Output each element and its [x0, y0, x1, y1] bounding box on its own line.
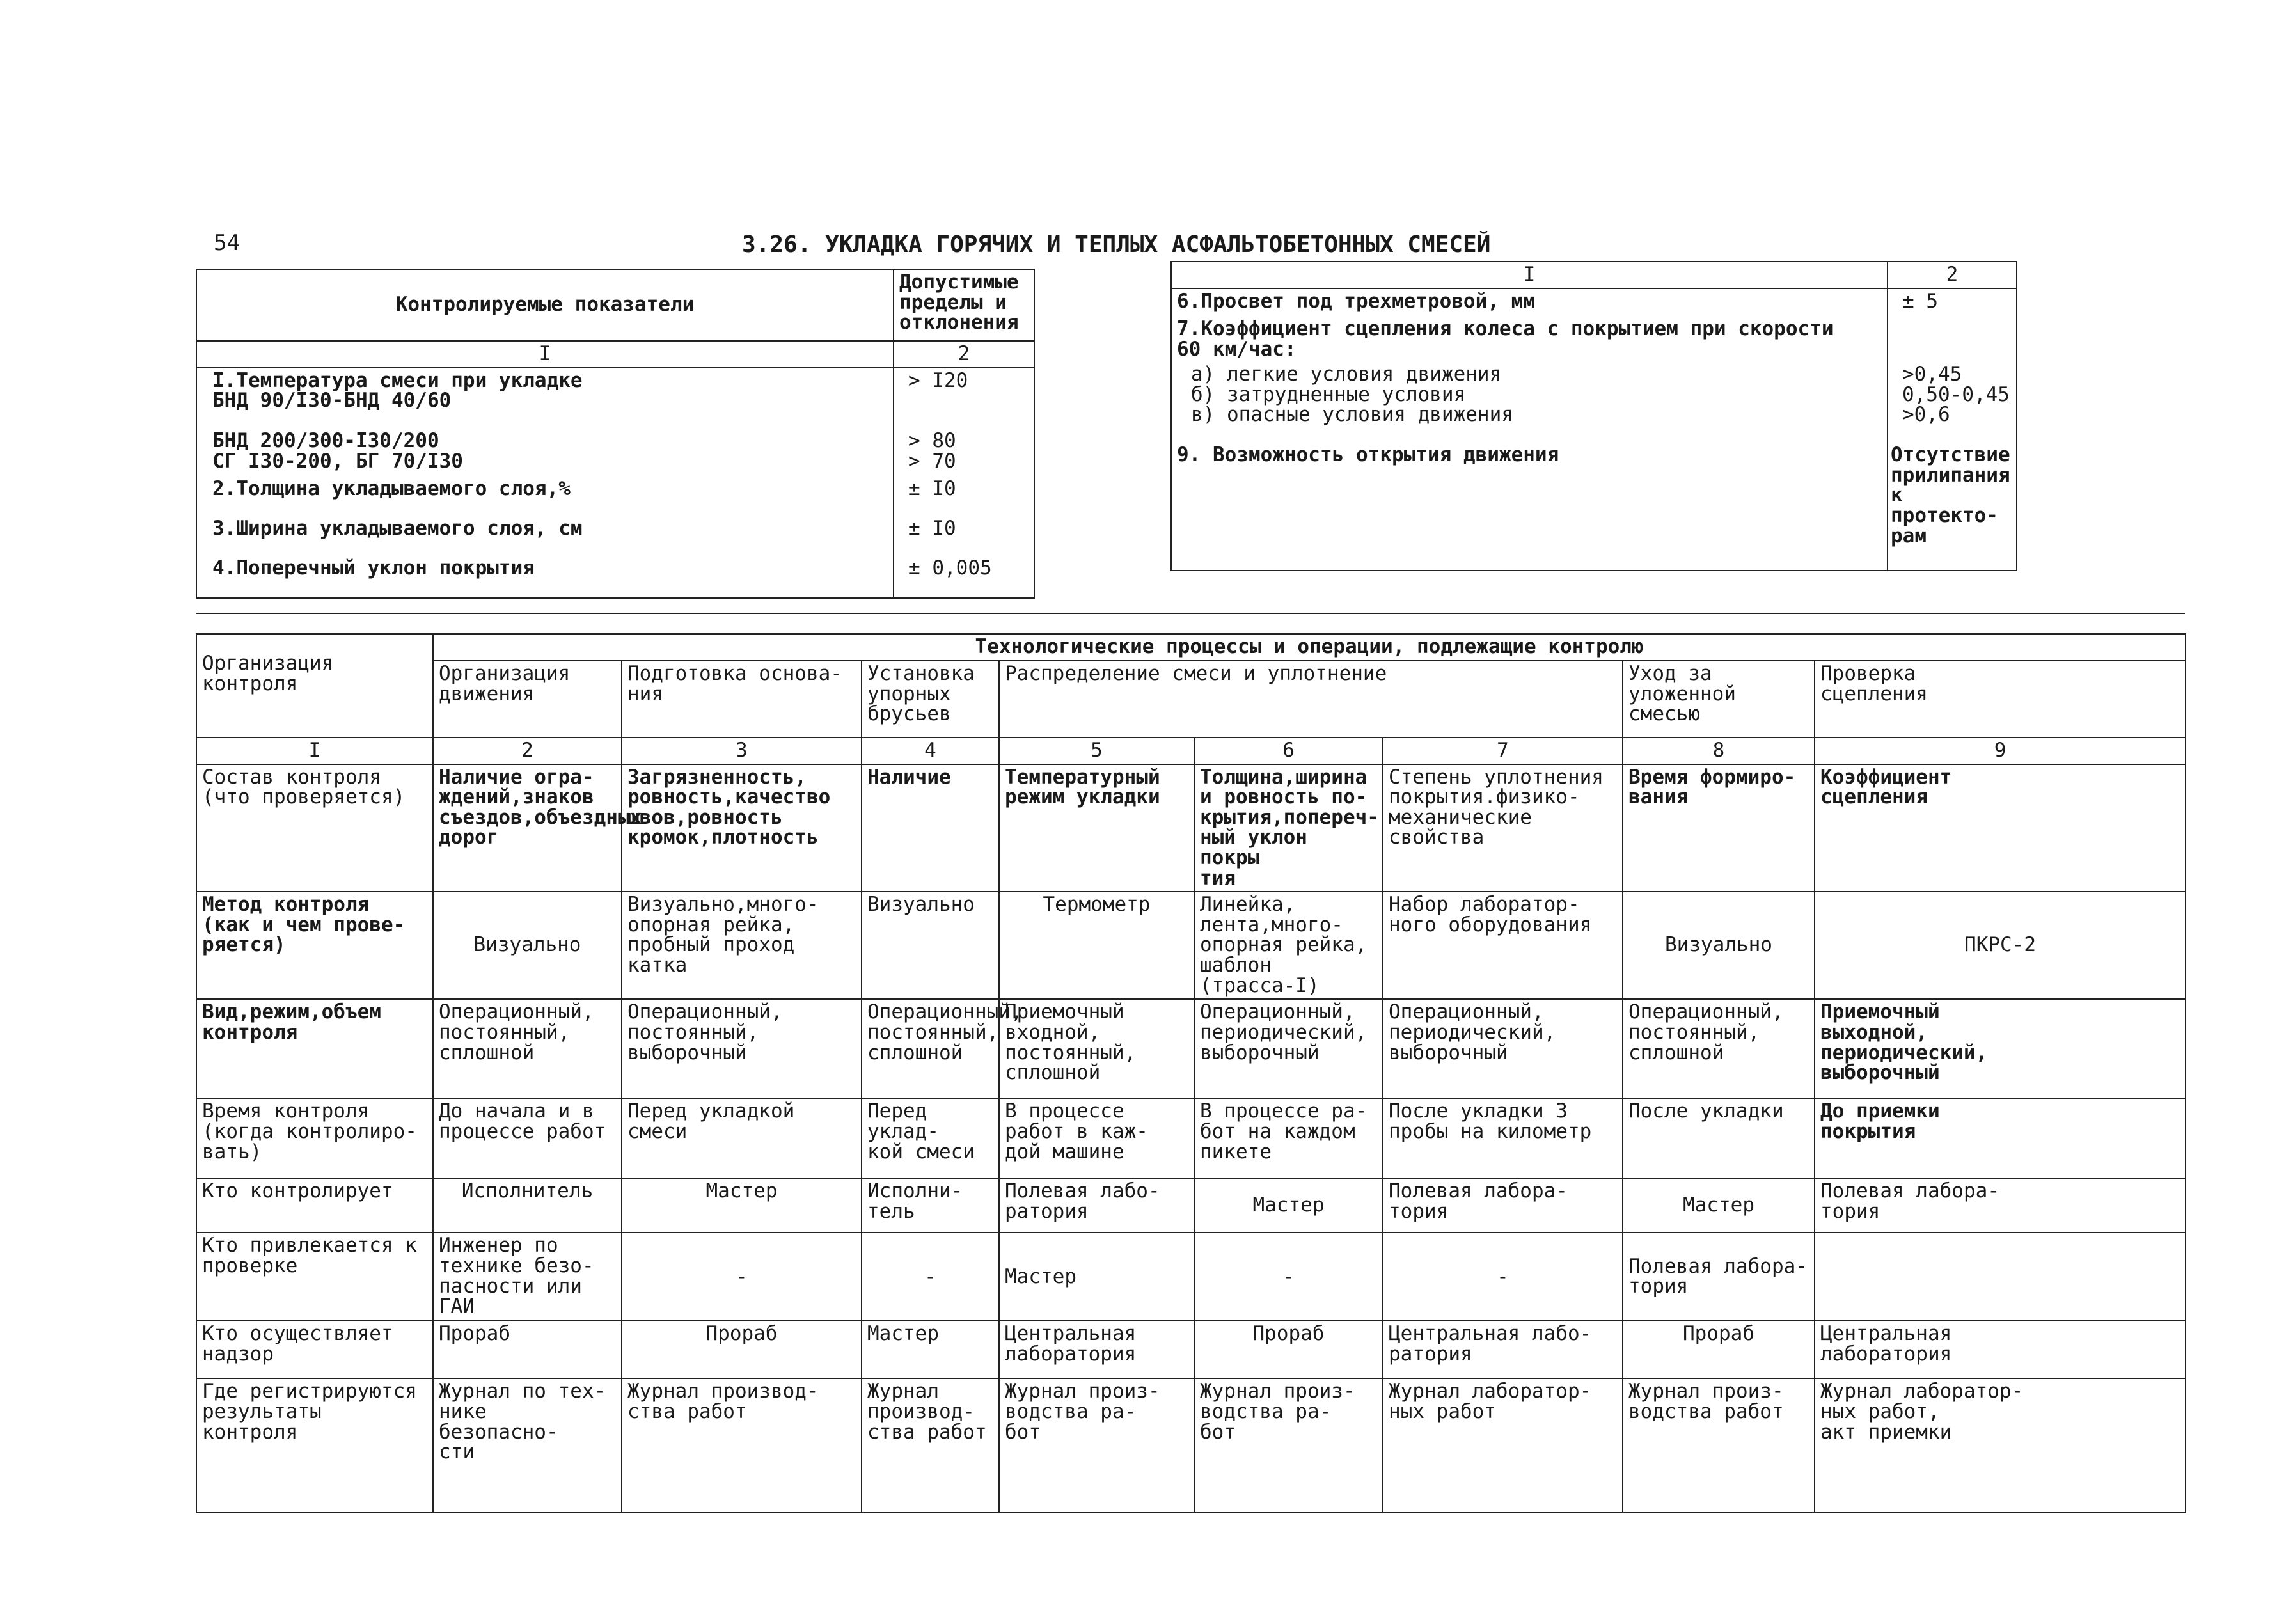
table-cell: Визуально [1623, 892, 1815, 999]
column-number: I [1171, 262, 1888, 288]
table-cell: - [1194, 1233, 1383, 1321]
table-cell: Журнал произ- водства ра- бот [999, 1378, 1194, 1513]
column-number: I [196, 737, 433, 764]
group-base: Подготовка основа- ния [622, 661, 862, 737]
column-number: 6 [1194, 737, 1383, 764]
indicator-label: 6.Просвет под трехметровой, мм [1171, 288, 1888, 317]
table-cell: Визуально [433, 892, 622, 999]
tolerance-table-left [196, 269, 1035, 599]
table-cell: После укладки 3 пробы на километр [1383, 1098, 1623, 1178]
table-cell: Перед укладкой смеси [622, 1098, 862, 1178]
page-number: 54 [214, 230, 240, 256]
indicator-label: 7.Коэффициент сцепления колеса с покрытием при скорости 60 км/час: [1171, 317, 1888, 362]
group-traffic: Организация движения [433, 661, 622, 737]
org-control-header: Организация контроля [196, 634, 433, 737]
table-cell: Мастер [1194, 1178, 1383, 1233]
table-cell: В процессе работ в каж- дой машине [999, 1098, 1194, 1178]
table-cell: Журнал производ- ства работ [862, 1378, 999, 1513]
table-cell: Загрязненность, ровность,качество швов,ровность кромок,плотность [622, 764, 862, 892]
row-label: Состав контроля (что проверяется) [196, 764, 433, 892]
table-cell [1815, 1233, 2186, 1321]
table-row [196, 1321, 2186, 1378]
table-cell: Полевая лабора- тория [1815, 1178, 2186, 1233]
table-cell: Исполнитель [433, 1178, 622, 1233]
row-label: Кто контролирует [196, 1178, 433, 1233]
table-cell: Операционный, постоянный, сплошной [862, 999, 999, 1098]
row-label: Кто осуществляет надзор [196, 1321, 433, 1378]
table-cell: После укладки [1623, 1098, 1815, 1178]
indicator-value [1888, 317, 2017, 362]
header-indicators: Контролируемые показатели [196, 269, 894, 341]
indicator-label: 2.Толщина укладываемого слоя,% [196, 477, 894, 516]
column-number: 2 [1888, 262, 2017, 288]
table-cell: Полевая лабора- тория [1383, 1178, 1623, 1233]
indicator-value: Отсутствие прилипания к протекто- рам [1888, 443, 2017, 571]
column-number: 9 [1815, 737, 2186, 764]
indicator-value: ± I0 [894, 477, 1034, 516]
table-cell: Журнал произ- водства работ [1623, 1378, 1815, 1513]
table-cell: Полевая лабо- ратория [999, 1178, 1194, 1233]
group-care: Уход за уложенной смесью [1623, 661, 1815, 737]
table-row [196, 999, 2186, 1098]
table-cell: Прораб [1194, 1321, 1383, 1378]
table-cell: До приемки покрытия [1815, 1098, 2186, 1178]
table-cell: Мастер [622, 1178, 862, 1233]
table-cell: ПКРС-2 [1815, 892, 2186, 999]
table-cell: Центральная лабо- ратория [1383, 1321, 1623, 1378]
table-cell: Операционный, периодический, выборочный [1194, 999, 1383, 1098]
group-beams: Установка упорных брусьев [862, 661, 999, 737]
row-label: Вид,режим,объем контроля [196, 999, 433, 1098]
table-cell: - [862, 1233, 999, 1321]
table-cell: Термометр [999, 892, 1194, 999]
table-cell: Операционный, периодический, выборочный [1383, 999, 1623, 1098]
table-cell: До начала и в процессе работ [433, 1098, 622, 1178]
table-row [196, 1098, 2186, 1178]
table-cell: Температурный режим укладки [999, 764, 1194, 892]
table-cell: Наличие [862, 764, 999, 892]
group-adhesion: Проверка сцепления [1815, 661, 2186, 737]
table-cell: Журнал лаборатор- ных работ [1383, 1378, 1623, 1513]
table-cell: Толщина,ширина и ровность по- крытия,попереч- ный уклон покры тия [1194, 764, 1383, 892]
indicator-value: ± 5 [1888, 288, 2017, 317]
table-cell: Степень уплотнения покрытия.физико- механические свойства [1383, 764, 1623, 892]
indicator-label: а) легкие условия движения б) затрудненные условия в) опасные условия движения [1171, 362, 1888, 443]
table-cell: Операционный, постоянный, выборочный [622, 999, 862, 1098]
table-cell: Операционный, постоянный, сплошной [1623, 999, 1815, 1098]
table-cell: - [1383, 1233, 1623, 1321]
table-cell: Полевая лабора- тория [1623, 1233, 1815, 1321]
column-number: 3 [622, 737, 862, 764]
table-row [196, 1378, 2186, 1513]
quality-control-table [196, 633, 2186, 1513]
group-distribution: Распределение смеси и уплотнение [999, 661, 1623, 737]
table-cell: Прораб [1623, 1321, 1815, 1378]
table-cell: Прораб [622, 1321, 862, 1378]
table-cell: Инженер по технике безо- пасности или ГАИ [433, 1233, 622, 1321]
table-cell: Коэффициент сцепления [1815, 764, 2186, 892]
page-title: 3.26. УКЛАДКА ГОРЯЧИХ И ТЕПЛЫХ АСФАЛЬТОБЕТОННЫХ СМЕСЕЙ [742, 232, 1491, 258]
table-row [196, 892, 2186, 999]
indicator-label: 4.Поперечный уклон покрытия [196, 556, 894, 598]
table-row [196, 1178, 2186, 1233]
table-cell: Журнал производ- ства работ [622, 1378, 862, 1513]
indicator-value: > I20 > 80 > 70 [894, 368, 1034, 477]
column-number: 5 [999, 737, 1194, 764]
table-cell: В процессе ра- бот на каждом пикете [1194, 1098, 1383, 1178]
table-cell: - [622, 1233, 862, 1321]
row-label: Метод контроля (как и чем прове- ряется) [196, 892, 433, 999]
table-cell: Время формиро- вания [1623, 764, 1815, 892]
indicator-value: >0,45 0,50-0,45 >0,6 [1888, 362, 2017, 443]
table-cell: Набор лаборатор- ного оборудования [1383, 892, 1623, 999]
header-limits: Допустимые пределы и отклонения [894, 269, 1034, 341]
indicator-label: 3.Ширина укладываемого слоя, см [196, 516, 894, 556]
indicator-label: I.Температура смеси при укладке БНД 90/I30-БНД 40/60 БНД 200/300-I30/200 СГ I30-200, БГ 70/I30 [196, 368, 894, 477]
table-cell: Прораб [433, 1321, 622, 1378]
table-cell: Приемочный входной, постоянный, сплошной [999, 999, 1194, 1098]
table-cell: Визуально,много- опорная рейка, пробный проход катка [622, 892, 862, 999]
indicator-label: 9. Возможность открытия движения [1171, 443, 1888, 571]
row-label: Кто привлекается к проверке [196, 1233, 433, 1321]
table-cell: Мастер [1623, 1178, 1815, 1233]
table-cell: Приемочный выходной, периодический, выборочный [1815, 999, 2186, 1098]
tech-processes-header: Технологические процессы и операции, подлежащие контролю [433, 634, 2186, 661]
table-cell: Журнал по тех- нике безопасно- сти [433, 1378, 622, 1513]
column-number: 8 [1623, 737, 1815, 764]
row-label: Время контроля (когда контролиро- вать) [196, 1098, 433, 1178]
table-cell: Операционный, постоянный, сплошной [433, 999, 622, 1098]
table-cell: Мастер [999, 1233, 1194, 1321]
indicator-value: ± I0 [894, 516, 1034, 556]
table-cell: Журнал произ- водства ра- бот [1194, 1378, 1383, 1513]
column-number: 2 [894, 341, 1034, 368]
table-row [196, 1233, 2186, 1321]
column-number: 2 [433, 737, 622, 764]
table-row [196, 764, 2186, 892]
table-cell: Линейка, лента,много- опорная рейка, шаблон (трасса-I) [1194, 892, 1383, 999]
indicator-value: ± 0,005 [894, 556, 1034, 598]
row-label: Где регистрируются результаты контроля [196, 1378, 433, 1513]
column-number: I [196, 341, 894, 368]
table-cell: Центральная лаборатория [1815, 1321, 2186, 1378]
section-divider [196, 613, 2185, 614]
column-number: 4 [862, 737, 999, 764]
table-cell: Исполни- тель [862, 1178, 999, 1233]
table-cell: Центральная лаборатория [999, 1321, 1194, 1378]
table-cell: Визуально [862, 892, 999, 999]
tolerance-table-right [1170, 261, 2017, 571]
table-cell: Мастер [862, 1321, 999, 1378]
table-cell: Перед уклад- кой смеси [862, 1098, 999, 1178]
table-cell: Журнал лаборатор- ных работ, акт приемки [1815, 1378, 2186, 1513]
column-number: 7 [1383, 737, 1623, 764]
table-cell: Наличие огра- ждений,знаков съездов,объездных дорог [433, 764, 622, 892]
